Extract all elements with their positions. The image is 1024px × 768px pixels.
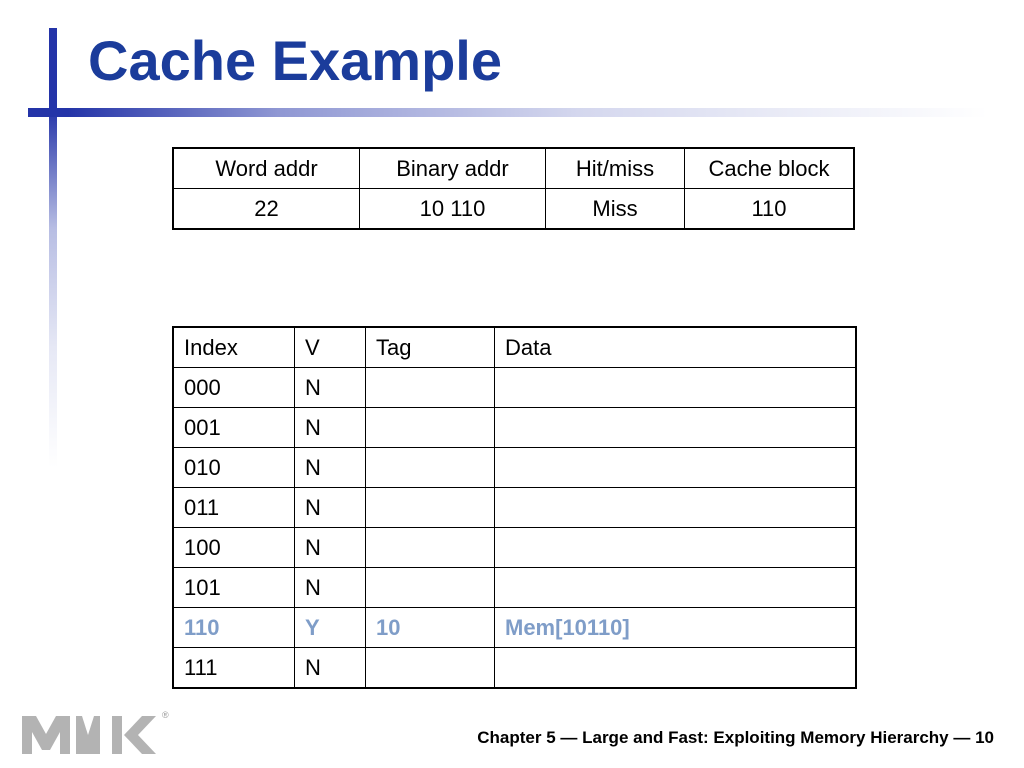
data-cell <box>495 648 857 689</box>
access-table-row <box>173 189 854 230</box>
index-cell: 101 <box>173 568 295 608</box>
table-row <box>173 368 856 408</box>
header-cell: Binary addr <box>360 148 546 189</box>
header-cell: Index <box>173 327 295 368</box>
tag-cell <box>366 408 495 448</box>
data-cell <box>495 448 857 488</box>
table-row <box>173 528 856 568</box>
access-table-header-row <box>173 148 854 189</box>
header-cell: V <box>295 327 366 368</box>
valid-cell: N <box>295 368 366 408</box>
access-table <box>172 147 855 230</box>
header-cell: Word addr <box>173 148 360 189</box>
tag-cell: 10 <box>366 608 495 648</box>
index-cell: 001 <box>173 408 295 448</box>
valid-cell: N <box>295 488 366 528</box>
valid-cell: N <box>295 448 366 488</box>
index-cell: 110 <box>173 608 295 648</box>
table-row <box>173 448 856 488</box>
slide-footer: Chapter 5 — Large and Fast: Exploiting Memory Hierarchy — 10 <box>477 728 994 747</box>
left-accent-bar <box>49 28 57 468</box>
tag-cell <box>366 368 495 408</box>
tag-cell <box>366 648 495 689</box>
index-cell: 100 <box>173 528 295 568</box>
header-cell: Data <box>495 327 857 368</box>
header-cell: Tag <box>366 327 495 368</box>
valid-cell: N <box>295 568 366 608</box>
table-row <box>173 408 856 448</box>
cache-table <box>172 326 857 689</box>
table-cell: 10 110 <box>360 189 546 230</box>
valid-cell: N <box>295 408 366 448</box>
logo-registered-mark: ® <box>162 710 169 720</box>
table-row <box>173 648 856 689</box>
table-cell: Miss <box>546 189 685 230</box>
valid-cell: N <box>295 528 366 568</box>
cache-table-header-row <box>173 327 856 368</box>
index-cell: 111 <box>173 648 295 689</box>
index-cell: 010 <box>173 448 295 488</box>
logo-letter-k-arms <box>124 716 156 754</box>
tag-cell <box>366 568 495 608</box>
index-cell: 011 <box>173 488 295 528</box>
slide-title: Cache Example <box>88 29 502 92</box>
header-cell: Hit/miss <box>546 148 685 189</box>
title-underline-bar <box>28 108 988 117</box>
tag-cell <box>366 528 495 568</box>
publisher-logo <box>22 710 182 758</box>
table-cell: 110 <box>685 189 855 230</box>
data-cell <box>495 368 857 408</box>
data-cell <box>495 408 857 448</box>
data-cell <box>495 528 857 568</box>
data-cell <box>495 568 857 608</box>
table-row <box>173 488 856 528</box>
data-cell <box>495 488 857 528</box>
logo-letter-m <box>22 716 70 754</box>
tag-cell <box>366 488 495 528</box>
table-row-highlighted <box>173 608 856 648</box>
table-cell: 22 <box>173 189 360 230</box>
logo-letter-k-stem <box>112 716 122 754</box>
tag-cell <box>366 448 495 488</box>
valid-cell: Y <box>295 608 366 648</box>
header-cell: Cache block <box>685 148 855 189</box>
index-cell: 000 <box>173 368 295 408</box>
table-row <box>173 568 856 608</box>
valid-cell: N <box>295 648 366 689</box>
data-cell: Mem[10110] <box>495 608 857 648</box>
